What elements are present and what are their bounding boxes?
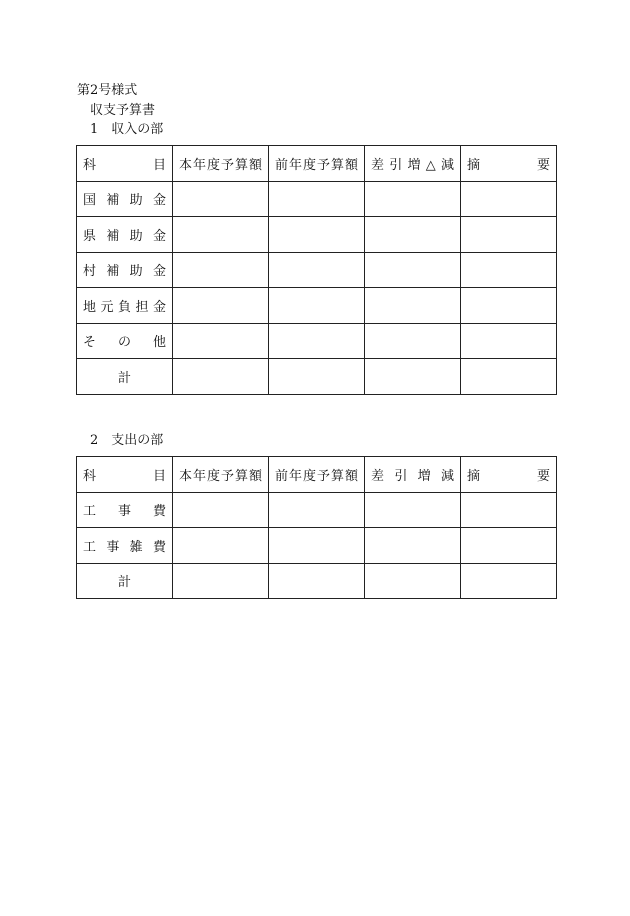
header-current-budget: 本年度予算額 [173,457,269,493]
table-cell [365,252,461,288]
row-label: 県補助金 [77,217,173,253]
table-cell [269,217,365,253]
header-remarks: 摘 要 [461,457,557,493]
document-title: 収支予算書 [90,103,156,118]
table-header-row [77,146,557,182]
table-cell [173,528,269,564]
table-cell [461,359,557,395]
table-cell [365,323,461,359]
table-row [77,288,557,324]
header-item: 科 目 [77,457,173,493]
table-cell [173,359,269,395]
row-label: 村補助金 [77,252,173,288]
total-label: 計 [77,563,173,599]
row-label: 工事費 [77,492,173,528]
table-cell [269,288,365,324]
expense-table [76,456,557,599]
table-cell [269,492,365,528]
row-label: その他 [77,323,173,359]
row-label: 地元負担金 [77,288,173,324]
income-table [76,145,557,395]
table-cell [461,528,557,564]
table-cell [365,217,461,253]
table-total-row [77,563,557,599]
table-row [77,181,557,217]
table-cell [365,288,461,324]
table-cell [461,181,557,217]
table-cell [365,359,461,395]
table-cell [173,252,269,288]
table-cell [461,217,557,253]
total-label: 計 [77,359,173,395]
table-cell [173,288,269,324]
table-cell [269,359,365,395]
header-remarks: 摘 要 [461,146,557,182]
table-cell [269,323,365,359]
table-cell [269,528,365,564]
row-label: 工事雑費 [77,528,173,564]
table-cell [173,323,269,359]
table-cell [269,563,365,599]
table-cell [461,492,557,528]
income-section-heading: 1 収入の部 [90,122,164,137]
table-row [77,492,557,528]
header-previous-budget: 前年度予算額 [269,146,365,182]
header-item: 科 目 [77,146,173,182]
form-number: 第2号様式 [77,83,138,98]
table-cell [173,563,269,599]
header-current-budget: 本年度予算額 [173,146,269,182]
table-cell [461,563,557,599]
table-cell [461,252,557,288]
table-cell [173,492,269,528]
table-cell [461,323,557,359]
table-cell [365,563,461,599]
row-label: 国補助金 [77,181,173,217]
table-cell [365,528,461,564]
table-cell [365,492,461,528]
table-header-row [77,457,557,493]
expense-section-heading: 2 支出の部 [90,433,164,448]
table-row [77,217,557,253]
table-total-row [77,359,557,395]
table-row [77,323,557,359]
header-difference: 差引増△減 [365,146,461,182]
table-cell [269,181,365,217]
table-cell [461,288,557,324]
table-cell [173,181,269,217]
table-cell [365,181,461,217]
table-cell [269,252,365,288]
table-row [77,528,557,564]
header-difference: 差引増減 [365,457,461,493]
table-cell [173,217,269,253]
table-row [77,252,557,288]
header-previous-budget: 前年度予算額 [269,457,365,493]
